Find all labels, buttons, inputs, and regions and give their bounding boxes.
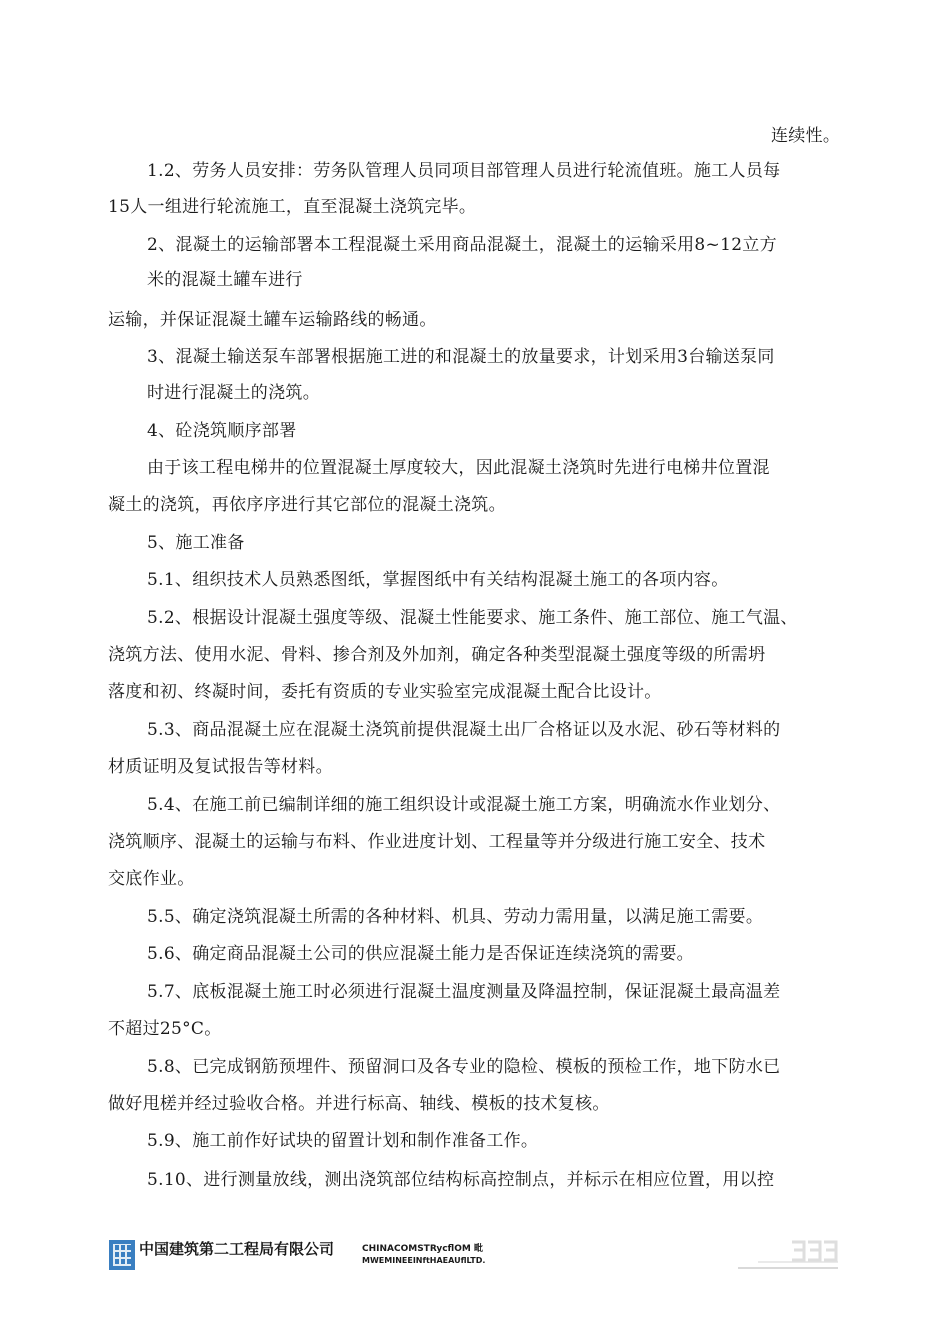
text-line: 5.2、根据设计混凝土强度等级、混凝土性能要求、施工条件、施工部位、施工气温、 <box>147 608 798 628</box>
text-line: 由于该工程电梯井的位置混凝土厚度较大，因此混凝土浇筑时先进行电梯井位置混 <box>147 458 770 478</box>
text-line: 3、混凝土输送泵车部署根据施工进的和混凝土的放量要求，计划采用3台输送泵同 <box>147 347 775 367</box>
text-line: 时进行混凝土的浇筑。 <box>147 383 320 403</box>
text-line: 5.10、进行测量放线，测出浇筑部位结构标高控制点，并标示在相应位置，用以控 <box>147 1170 775 1190</box>
text-line: 落度和初、终凝时间，委托有资质的专业实验室完成混凝土配合比设计。 <box>108 682 662 702</box>
text-line: 米的混凝土罐车进行 <box>147 270 303 290</box>
text-line: 15人一组进行轮流施工，直至混凝土浇筑完毕。 <box>108 197 477 217</box>
company-name-en-line1: CHINACOMSTRycflOM 毗 <box>362 1244 483 1254</box>
text-line: 5.3、商品混凝土应在混凝土浇筑前提供混凝土出厂合格证以及水泥、砂石等材料的 <box>147 720 781 740</box>
cscec-logo-icon <box>109 1240 135 1270</box>
text-line: 1.2、劳务人员安排：劳务队管理人员同项目部管理人员进行轮流值班。施工人员每 <box>147 161 781 181</box>
text-line: 材质证明及复试报告等材料。 <box>108 757 333 777</box>
text-line: 凝土的浇筑，再依序序进行其它部位的混凝土浇筑。 <box>108 495 506 515</box>
section-heading: 5、施工准备 <box>147 533 245 553</box>
section-heading: 4、砼浇筑顺序部署 <box>147 421 297 441</box>
text-line: 连续性。 <box>771 126 841 146</box>
text-line: 5.1、组织技术人员熟悉图纸，掌握图纸中有关结构混凝土施工的各项内容。 <box>147 570 729 590</box>
text-line: 5.5、确定浇筑混凝土所需的各种材料、机具、劳动力需用量，以满足施工需要。 <box>147 907 764 927</box>
text-line: 5.7、底板混凝土施工时必须进行混凝土温度测量及降温控制，保证混凝土最高温差 <box>147 982 781 1002</box>
text-line: 5.4、在施工前已编制详细的施工组织设计或混凝土施工方案，明确流水作业划分、 <box>147 795 781 815</box>
text-line: 2、混凝土的运输部署本工程混凝土采用商品混凝土，混凝土的运输采用8~12立方 <box>147 235 777 255</box>
text-line: 交底作业。 <box>108 869 195 889</box>
text-line: 做好甩槎并经过验收合格。并进行标高、轴线、模板的技术复核。 <box>108 1094 610 1114</box>
text-line: 5.8、已完成钢筋预埋件、预留洞口及各专业的隐检、模板的预检工作，地下防水已 <box>147 1057 781 1077</box>
text-line: 不超过25°C。 <box>108 1019 222 1039</box>
text-line: 浇筑方法、使用水泥、骨料、掺合剂及外加剂，确定各种类型混凝土强度等级的所需坍 <box>108 645 766 665</box>
text-line: 5.6、确定商品混凝土公司的供应混凝土能力是否保证连续浇筑的需要。 <box>147 944 694 964</box>
text-line: 5.9、施工前作好试块的留置计划和制作准备工作。 <box>147 1131 539 1151</box>
text-line: 运输，并保证混凝土罐车运输路线的畅通。 <box>108 310 437 330</box>
company-name-cn: 中国建筑第二工程局有限公司 <box>139 1240 335 1258</box>
page-number-mark-icon <box>738 1236 838 1276</box>
text-line: 浇筑顺序、混凝土的运输与布料、作业进度计划、工程量等并分级进行施工安全、技术 <box>108 832 766 852</box>
company-name-en-line2: MWEMINEEINftHAEAUflLTD. <box>362 1256 486 1265</box>
